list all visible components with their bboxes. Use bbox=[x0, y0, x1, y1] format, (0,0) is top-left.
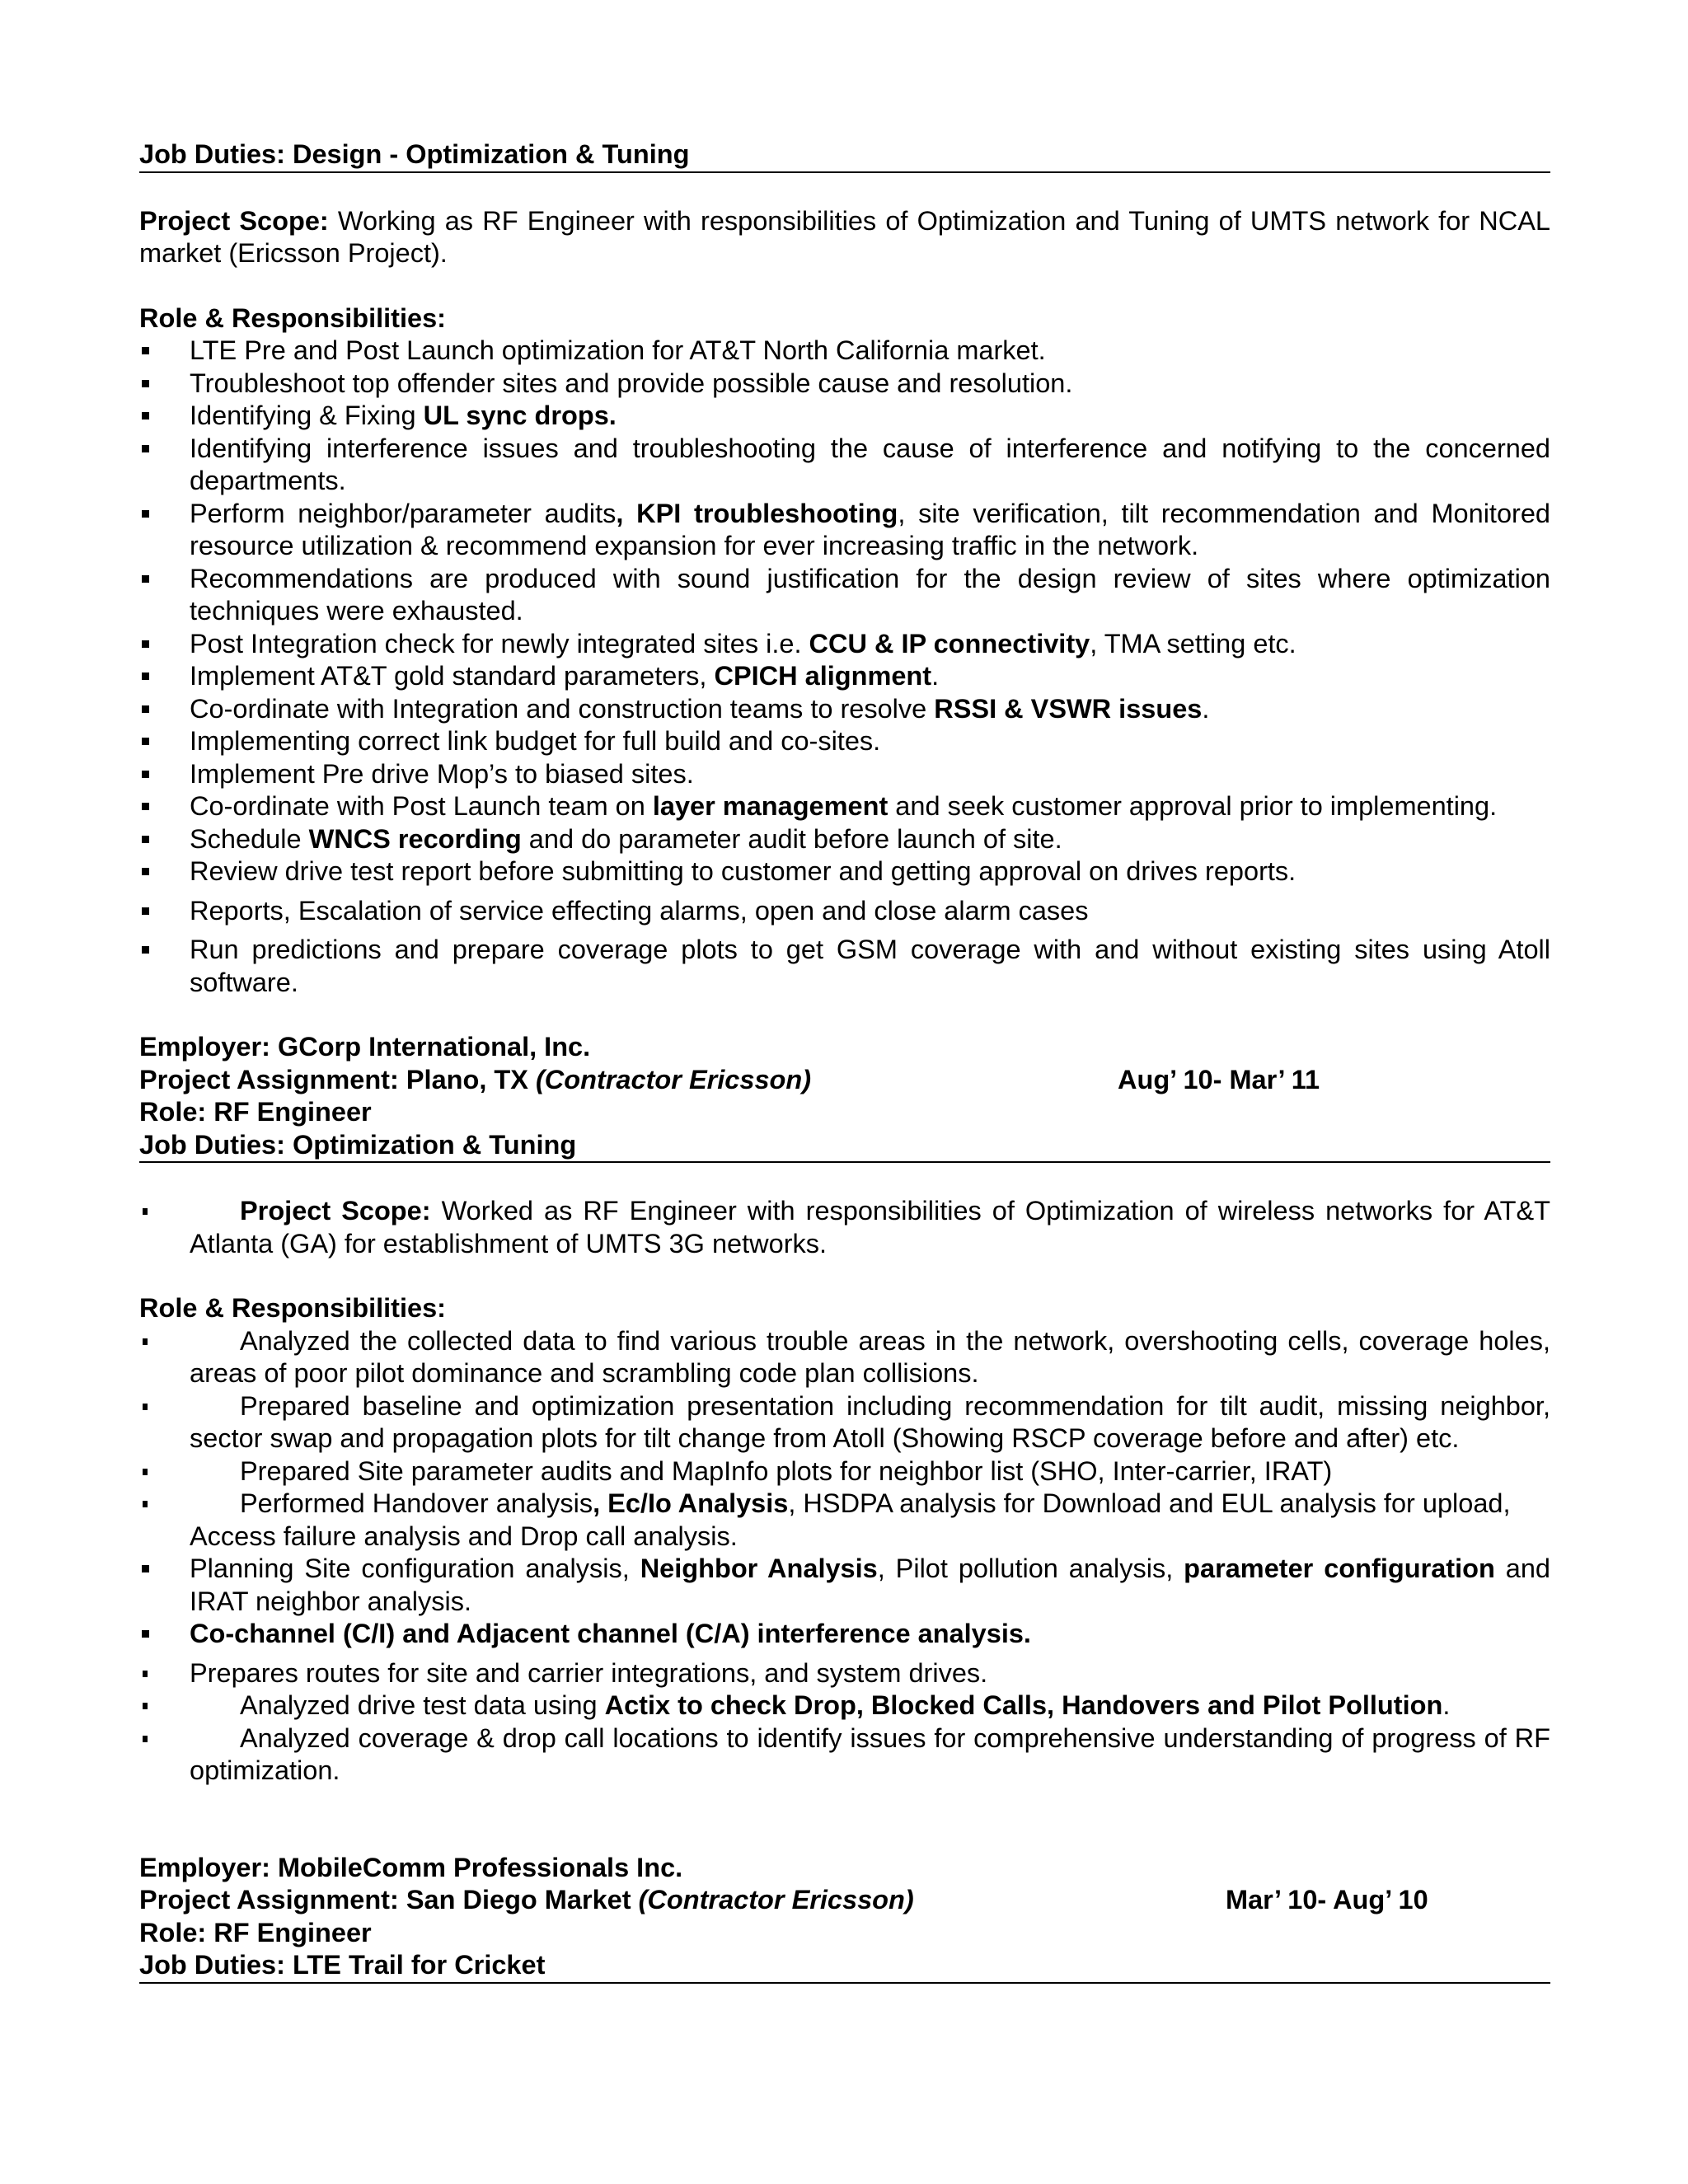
job3-employer: Employer: MobileComm Professionals Inc. bbox=[139, 1852, 683, 1882]
job1-project-scope bbox=[139, 205, 1550, 270]
list-item: Review drive test report before submitting to customer and getting approval on drives reports. bbox=[139, 855, 1550, 888]
job3-duties-heading: Job Duties: LTE Trail for Cricket bbox=[139, 1950, 546, 1980]
section-divider bbox=[139, 1982, 1550, 1984]
job2-drive-list bbox=[139, 1657, 1550, 1788]
list-item: Implement Pre drive Mop’s to biased sites. bbox=[139, 758, 1550, 791]
list-item: Perform neighbor/parameter audits, KPI troubleshooting, site verification, tilt recommendation and Monitored resource utilization & recommend expansion for ever increasing traffic in the network. bbox=[139, 498, 1550, 563]
job2-duties-heading: Job Duties: Optimization & Tuning bbox=[139, 1129, 577, 1160]
list-item: Prepares routes for site and carrier integrations, and system drives. bbox=[139, 1657, 1550, 1690]
job2-role: Role: RF Engineer bbox=[139, 1097, 372, 1127]
job2-analysis-list bbox=[139, 1553, 1550, 1651]
list-item: Post Integration check for newly integrated sites i.e. CCU & IP connectivity, TMA setting etc. bbox=[139, 628, 1550, 661]
job2-employer: Employer: GCorp International, Inc. bbox=[139, 1032, 591, 1062]
list-item: Prepared baseline and optimization presentation including recommendation for tilt audit, missing neighbor, sector swap and propagation plots for tilt change from Atoll (Showing RSCP coverage before and after) etc. bbox=[139, 1390, 1550, 1455]
list-item: Implement AT&T gold standard parameters, CPICH alignment. bbox=[139, 660, 1550, 693]
scope-label: Project Scope: bbox=[139, 205, 329, 236]
list-item: Identifying interference issues and troubleshooting the cause of interference and notifying to the concerned departments. bbox=[139, 433, 1550, 498]
list-item: Identifying & Fixing UL sync drops. bbox=[139, 400, 1550, 433]
list-item: Planning Site configuration analysis, Neighbor Analysis, Pilot pollution analysis, parameter configuration and IRAT neighbor analysis. bbox=[139, 1553, 1550, 1618]
list-item: Troubleshoot top offender sites and provide possible cause and resolution. bbox=[139, 368, 1550, 401]
list-item: LTE Pre and Post Launch optimization for AT&T North California market. bbox=[139, 335, 1550, 368]
list-item: Prepared Site parameter audits and MapInfo plots for neighbor list (SHO, Inter-carrier, IRAT) bbox=[139, 1455, 1550, 1488]
list-item: Co-ordinate with Integration and construction teams to resolve RSSI & VSWR issues. bbox=[139, 693, 1550, 726]
job2-responsibility-list bbox=[139, 1325, 1550, 1554]
job3-assignment: Project Assignment: San Diego Market (Contractor Ericsson) Mar’ 10- Aug’ 10 bbox=[139, 1884, 1550, 1917]
list-item: Run predictions and prepare coverage plots to get GSM coverage with and without existing sites using Atoll software. bbox=[139, 934, 1550, 999]
job2-scope-list bbox=[139, 1195, 1550, 1260]
job3-dates: Mar’ 10- Aug’ 10 bbox=[1226, 1885, 1428, 1915]
job3-role: Role: RF Engineer bbox=[139, 1917, 372, 1947]
list-item: Analyzed coverage & drop call locations to identify issues for comprehensive understanding of progress of RF optimization. bbox=[139, 1722, 1550, 1788]
job2-roles-heading: Role & Responsibilities: bbox=[139, 1293, 447, 1323]
job1-duties-heading: Job Duties: Design - Optimization & Tuning bbox=[139, 139, 690, 169]
job2-dates: Aug’ 10- Mar’ 11 bbox=[1118, 1064, 1320, 1094]
list-item: Co-channel (C/I) and Adjacent channel (C/A) interference analysis. bbox=[139, 1618, 1550, 1651]
list-item: Analyzed the collected data to find various trouble areas in the network, overshooting cells, coverage holes, areas of poor pilot dominance and scrambling code plan collisions. bbox=[139, 1325, 1550, 1390]
list-item: Reports, Escalation of service effecting alarms, open and close alarm cases bbox=[139, 895, 1550, 928]
list-item: Co-ordinate with Post Launch team on layer management and seek customer approval prior to implementing. bbox=[139, 790, 1550, 823]
job2-project-scope: Project Scope: Worked as RF Engineer with responsibilities of Optimization of wireless networks for AT&T Atlanta (GA) for establishment of UMTS 3G networks. bbox=[139, 1195, 1550, 1260]
job1-responsibility-list bbox=[139, 335, 1550, 999]
scope-text: Working as RF Engineer with responsibilities of Optimization and Tuning of UMTS network for NCAL market (Ericsson Project). bbox=[139, 205, 1550, 268]
list-item: Recommendations are produced with sound justification for the design review of sites where optimization techniques were exhausted. bbox=[139, 563, 1550, 628]
job2-assignment: Project Assignment: Plano, TX (Contractor Ericsson) Aug’ 10- Mar’ 11 bbox=[139, 1064, 1550, 1097]
list-item: Schedule WNCS recording and do parameter audit before launch of site. bbox=[139, 823, 1550, 856]
list-item: Performed Handover analysis, Ec/Io Analysis, HSDPA analysis for Download and EUL analysis for upload, Access failure analysis and Drop call analysis. bbox=[139, 1488, 1550, 1553]
list-item: Implementing correct link budget for full build and co-sites. bbox=[139, 725, 1550, 758]
list-item: Analyzed drive test data using Actix to check Drop, Blocked Calls, Handovers and Pilot Pollution. bbox=[139, 1690, 1550, 1722]
job1-roles-heading: Role & Responsibilities: bbox=[139, 302, 447, 333]
resume-page bbox=[139, 138, 1550, 1984]
